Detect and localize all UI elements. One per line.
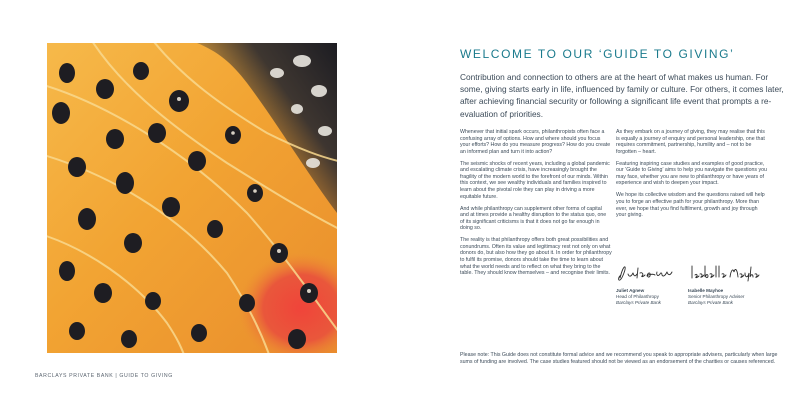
signer-isabelle-mayhoe (688, 288, 760, 305)
signer-role: Head of Philanthropy (616, 293, 659, 299)
body-paragraph: Whenever that initial spark occurs, philanthropists often face a confusing array of options. How and where should you focus your efforts? How do you measure progress? How do you create an informed plan and turn it into action? (460, 129, 611, 155)
signer-name: Juliet Agnew (616, 288, 645, 293)
signer-juliet-agnew (616, 288, 688, 305)
signature-juliet-agnew-icon (616, 262, 676, 284)
signer-name: Isabelle Mayhoe (688, 288, 724, 293)
body-paragraph: We hope its collective wisdom and the questions raised will help you to forge an effective path for your philanthropy. More than ever, we hope that you find fulfilment, growth and joy through your giving. (616, 192, 765, 219)
body-paragraph: The reality is that philanthropy offers both great possibilities and conundrums. Often its value and legitimacy rest not only on what donors do, but also how they go about it. In order for philanthropy to fulfil its promise, donors should take the time to learn about what the world needs and to reflect on what they bring to the table. They should know themselves – and recognise their limits. (460, 237, 612, 277)
signer-organisation: Barclays Private Bank (616, 299, 661, 305)
disclaimer-note: Please note: This Guide does not constitute formal advice and we recommend you speak to appropriate advisers, particularly when large sums of funding are involved. The case studies featured should not be viewed as an endorsement of the charities or causes referenced. (460, 352, 778, 365)
signature-isabelle-mayhoe-icon (688, 262, 760, 284)
signer-organisation: Barclays Private Bank (688, 299, 733, 305)
signature-block (616, 262, 776, 312)
intro-paragraph: Contribution and connection to others are at the heart of what makes us human. For some, giving starts early in life, influenced by family or culture. For others, it comes later, after achieving financial security or following a significant life event that prompts a re-evaluation of priorities. (460, 72, 784, 119)
body-column-right (616, 129, 768, 224)
body-column-left (460, 129, 612, 282)
body-paragraph: The seismic shocks of recent years, including a global pandemic and escalating climate crisis, have increasingly brought the fragility of the modern world to the forefront of our minds. Within this context, we see wealthy individuals and families inspired to learn about the pivotal role they can play in driving a more equitable future. (460, 160, 610, 200)
body-paragraph: And while philanthropy can supplement other forms of capital and at times provide a healthy disruption to the status quo, one of its significant criticisms is that it does not go far enough in doing so. (460, 205, 607, 232)
footer-running-head: BARCLAYS PRIVATE BANK | GUIDE TO GIVING (35, 373, 173, 379)
signer-role: Senior Philanthropy Adviser (688, 293, 745, 299)
body-paragraph: As they embark on a journey of giving, they may realise that this is equally a journey of enquiry and personal leadership, one that requires commitment, partnership, humility and – not to be forgotten – heart. (616, 129, 765, 155)
butterfly-wing-photo-icon (47, 43, 337, 353)
butterfly-wing-image (47, 43, 337, 353)
page-title: WELCOME TO OUR ‘GUIDE TO GIVING’ (460, 47, 735, 61)
body-paragraph: Featuring inspiring case studies and examples of good practice, our ‘Guide to Giving’ aims to help you navigate the questions you may face, whether you are new to philanthropy or have years of experience and wish to deepen your impact. (616, 160, 767, 187)
